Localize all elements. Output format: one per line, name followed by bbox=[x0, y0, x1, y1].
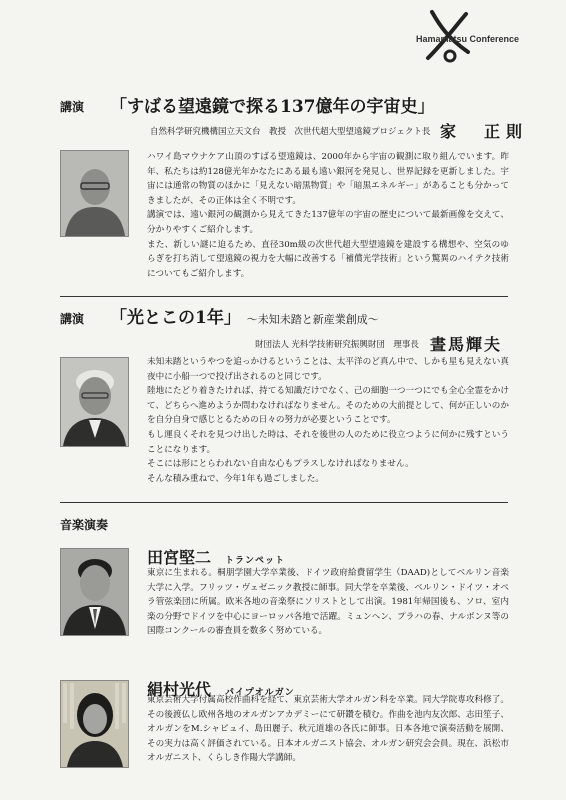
speaker-photo-ie bbox=[60, 150, 129, 237]
lecture2-subtitle: ～未知未踏と新産業創成～ bbox=[246, 313, 379, 326]
person-portrait-icon bbox=[61, 681, 128, 767]
performer2-bio-text: 東京芸術大学付属高校作曲科を経て、東京芸術大学オルガン科を卒業。同大学院専攻科修了。その後渡仏し欧州各地のオルガンアカデミーにて研鑽を積む。作曲を池内友次郎、志田笙子、オルガンをM.シャピュイ、島田麗子、秋元道雄の各氏に師事。日本各地で演奏活動を展開、その実力は高く評価されている。日本オルガニスト協会、オルガン研究会会員。現在、浜松市オルガニスト、くらしき作陽大学講師。 bbox=[147, 695, 509, 764]
conference-logo bbox=[410, 8, 560, 63]
lecture2-label: 講演 bbox=[60, 312, 85, 326]
section-divider bbox=[60, 502, 508, 503]
person-portrait-icon bbox=[61, 549, 128, 635]
lecture2-title: 「光とこの1年」 bbox=[110, 308, 241, 328]
lecture2-paragraph: 陸地にたどり着きたければ、持てる知識だけでなく、己の細胞一つ一つにでも全心全霊をかけて、どちらへ進めようか問わなければなりません。そのための大前提として、何が正しいのかを自分自身で感じとるための日々の努力が必要ということです。 bbox=[147, 386, 509, 426]
performer2-instrument: パイプオルガン bbox=[225, 687, 295, 697]
lecture2-paragraph: もし運良くそれを見つけ出した時は、それを後世の人のために役立つように何かに残すということになります。 bbox=[147, 429, 509, 455]
performer2-name: 絹村光代 bbox=[147, 680, 212, 699]
performer1-heading bbox=[147, 545, 285, 568]
lecture2-speaker: 晝馬輝夫 bbox=[430, 335, 503, 354]
performer1-bio-text: 東京に生まれる。桐朋学園大学卒業後、ドイツ政府給費留学生（DAAD)としてベルリン音楽大学に入学。フリッツ・ヴェゼニック教授に師事。同大学を卒業後、ベルリン・ドイツ・オペラ管弦楽団に所属。欧米各地の音楽祭にソリストとして出演。1981年帰国後も、ソロ、室内楽の分野でドイツを中心にヨーロッパ各地で活躍。ミュンヘン、プラハの春、ナルボンヌ等の国際コンクールの審査員を数多く努めている。 bbox=[147, 568, 509, 637]
lecture1-paragraph: 講演では、遠い銀河の観測から見えてきた137億年の宇宙の歴史について最新画像を交えて、分かりやすくご紹介します。 bbox=[147, 210, 509, 235]
lecture1-paragraph: ハワイ島マウナケア山頂のすばる望遠鏡は、2000年から宇宙の観測に取り組んでいます。昨年、私たちは約128億光年かなたにある最も遠い銀河を発見し、世界記録を更新しました。宇宙には通常の物質のほかに「見えない暗黒物質」や「暗黒エネルギー」があることも分かってきましたが、その正体は全く不明です。 bbox=[147, 152, 509, 206]
performer-photo-tamiya bbox=[60, 548, 129, 636]
lecture2-affiliation: 財団法人 光科学技術研究振興財団 理事長 bbox=[255, 339, 419, 349]
lecture1-affiliation: 自然科学研究機構国立天文台 教授 次世代超大型望遠鏡プロジェクト長 bbox=[150, 126, 431, 136]
performer2-bio bbox=[147, 693, 509, 766]
logo-text: Hamamatsu Conference bbox=[416, 34, 520, 44]
lecture1-description bbox=[147, 150, 509, 281]
performer1-bio bbox=[147, 566, 509, 639]
section-divider bbox=[60, 296, 508, 297]
lecture1-label: 講演 bbox=[60, 100, 85, 114]
lecture2-title-row bbox=[110, 303, 379, 328]
lecture2-paragraph: そんな積み重ねで、今年1年も過ごしました。 bbox=[147, 473, 324, 484]
lecture2-description bbox=[147, 355, 509, 486]
performer1-name: 田宮堅二 bbox=[147, 548, 212, 567]
lecture1-title: 「すばる望遠鏡で探る137億年の宇宙史」 bbox=[110, 97, 435, 117]
lecture1-speaker: 家 正則 bbox=[440, 122, 529, 141]
lecture2-paragraph: そこには形にとらわれない自由な心もプラスしなければなりません。 bbox=[147, 459, 414, 470]
lecture2-paragraph: 未知未踏というやつを追っかけるということは、太平洋のど真ん中で、しかも星も見えない真夜中に小船一つで投げ出されるのと同じです。 bbox=[147, 357, 509, 382]
person-portrait-icon bbox=[61, 151, 128, 236]
performer1-instrument: トランペット bbox=[225, 555, 286, 565]
performer-photo-kinumura bbox=[60, 680, 129, 768]
music-label: 音楽演奏 bbox=[60, 518, 109, 532]
speaker-photo-hiruma bbox=[60, 357, 129, 447]
person-portrait-icon bbox=[61, 358, 128, 446]
lecture1-paragraph: また、新しい謎に迫るため、直径30m級の次世代超大型望遠鏡を建設する構想や、空気のゆらぎを打ち消して望遠鏡の視力を大幅に改善する「補償光学技術」という驚異のハイテク技術についてもご紹介します。 bbox=[147, 239, 509, 279]
